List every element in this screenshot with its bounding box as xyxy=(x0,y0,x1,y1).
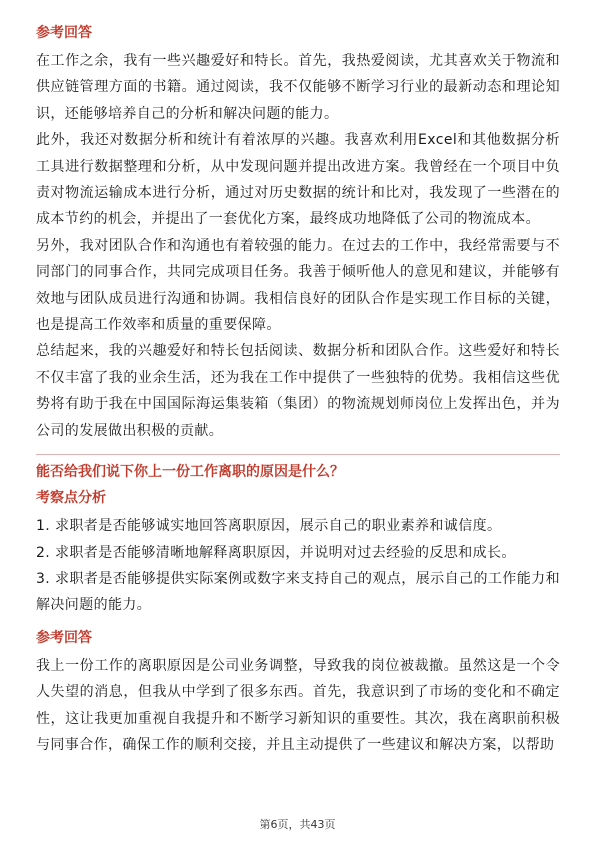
reference-answer-label: 参考回答 xyxy=(36,25,92,41)
analysis-point: 2. 求职者是否能够清晰地解释离职原因，并说明对过去经验的反思和成长。 xyxy=(36,544,516,561)
analysis-point: 1. 求职者是否能够诚实地回答离职原因，展示自己的职业素养和诚信度。 xyxy=(36,518,502,535)
spacer xyxy=(36,619,560,629)
question-title: 能否给我们说下你上一份工作离职的原因是什么？ xyxy=(36,464,344,481)
answer-paragraph: 我上一份工作的离职原因是公司业务调整，导致我的岗位被裁撤。虽然这是一个令人失望的消息，但我从中学到了很多东西。首先，我意识到了市场的变化和不确定性，这让我更加重视自我提升和不断学习新知识的重要性。其次，我在离职前积极与同事合作，确保工作的顺利交接，并且主动提供了一些建议和解决方案，以帮助 xyxy=(36,657,560,753)
answer-paragraph: 另外，我对团队合作和沟通也有着较强的能力。在过去的工作中，我经常需要与不同部门的同事合作，共同完成项目任务。我善于倾听他人的意见和建议，并能够有效地与团队成员进行沟通和协调。我相信良好的团队合作是实现工作目标的关键，也是提高工作效率和质量的重要保障。 xyxy=(36,237,560,334)
answer-paragraph: 总结起来，我的兴趣爱好和特长包括阅读、数据分析和团队合作。这些爱好和特长不仅丰富了我的业余生活，还为我在工作中提供了一些独特的优势。我相信这些优势将有助于我在中国国际海运集装箱（集团）的物流规划师岗位上发挥出色，并为公司的发展做出积极的贡献。 xyxy=(36,343,560,439)
page-number: 第6页，共43页 xyxy=(259,818,336,831)
answer-paragraph: 此外，我还对数据分析和统计有着浓厚的兴趣。我喜欢利用Excel和其他数据分析工具进行数据整理和分析，从中发现问题并提出改进方案。我曾经在一个项目中负责对物流运输成本进行分析，通过对历史数据的统计和比对，我发现了一些潜在的成本节约的机会，并提出了一套优化方案，最终成功地降低了公司的物流成本。 xyxy=(36,132,560,228)
analysis-points xyxy=(36,513,560,619)
analysis-point: 3. 求职者是否能够提供实际案例或数字来支持自己的观点，展示自己的工作能力和解决问题的能力。 xyxy=(36,570,560,614)
answer-paragraph: 在工作之余，我有一些兴趣爱好和特长。首先，我热爱阅读，尤其喜欢关于物流和供应链管理方面的书籍。通过阅读，我不仅能够不断学习行业的最新动态和理论知识，还能够培养自己的分析和解决问题的能力。 xyxy=(36,53,560,122)
analysis-label: 考察点分析 xyxy=(36,490,106,507)
section-divider xyxy=(36,454,560,455)
reference-answer-label: 参考回答 xyxy=(36,629,92,646)
page-content xyxy=(36,24,560,758)
